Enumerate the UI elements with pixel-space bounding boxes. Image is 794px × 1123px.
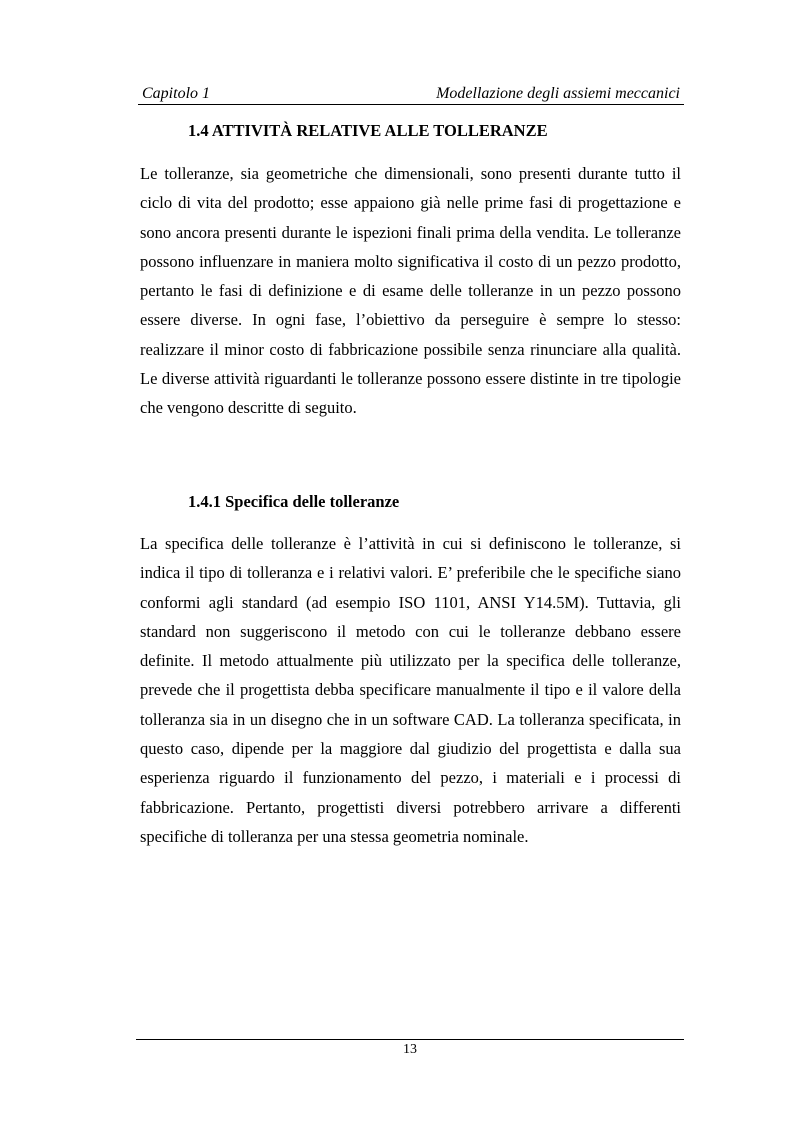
subsection-heading: 1.4.1 Specifica delle tolleranze (188, 492, 400, 511)
page-number: 13 (403, 1042, 417, 1057)
section-paragraph: Le tolleranze, sia geometriche che dimensionali, sono presenti durante tutto il ciclo di vita del prodotto; esse appaiono già nelle prime fasi di progettazione e sono ancora presenti durante le ispezioni finali prima della vendita. Le tolleranze possono influenzare in maniera molto significativa il costo di un pezzo prodotto, pertanto le fasi di definizione e di esame delle tolleranze in un pezzo possono essere diverse. In ogni fase, l’obiettivo da perseguire è sempre lo stesso: realizzare il minor costo di fabbricazione possibile senza rinunciare alla qualità. Le diverse attività riguardanti le tolleranze possono essere distinte in tre tipologie che vengono descritte di seguito. (140, 164, 681, 418)
header-title: Modellazione degli assiemi meccanici (436, 85, 680, 102)
subsection-paragraph: La specifica delle tolleranze è l’attività in cui si definiscono le tolleranze, si indica il tipo di tolleranza e i relativi valori. E’ preferibile che le specifiche siano conformi agli standard (ad esempio ISO 1101, ANSI Y14.5M). Tuttavia, gli standard non suggeriscono il metodo con cui le tolleranze debbano essere definite. Il metodo attualmente più utilizzato per la specifica delle tolleranze, prevede che il progettista debba specificare manualmente il tipo e il valore della tolleranza sia in un disegno che in un software CAD. La tolleranza specificata, in questo caso, dipende per la maggiore dal giudizio del progettista e dalla sua esperienza riguardo il funzionamento del pezzo, i materiali e i processi di fabbricazione. Pertanto, progettisti diversi potrebbero arrivare a differenti specifiche di tolleranza per una stessa geometria nominale. (140, 534, 681, 846)
header-divider (138, 104, 684, 105)
section-heading: 1.4 ATTIVITÀ RELATIVE ALLE TOLLERANZE (188, 121, 548, 140)
running-header (138, 84, 682, 104)
header-chapter: Capitolo 1 (142, 85, 211, 102)
footer-divider (136, 1039, 684, 1040)
